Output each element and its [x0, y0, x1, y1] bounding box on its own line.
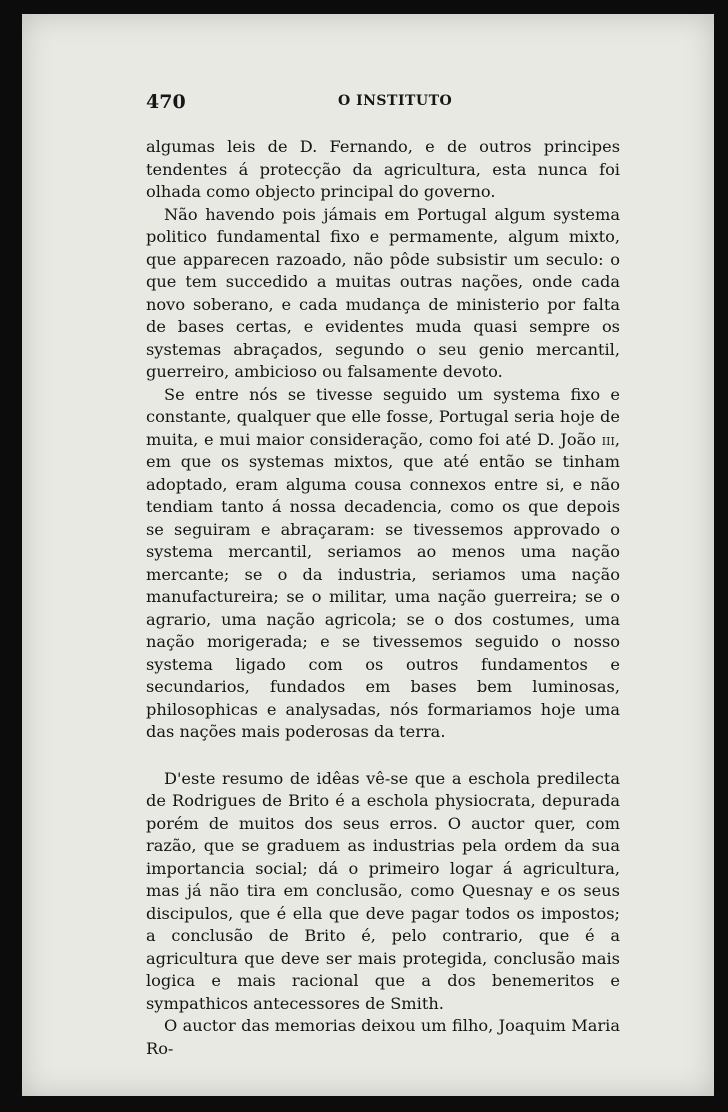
paragraph-5: O auctor das memorias deixou um filho, Joaquim Maria Ro- [146, 1016, 620, 1058]
paragraph-3 [146, 384, 620, 744]
body-text [146, 136, 620, 1060]
paragraph-1: algumas leis de D. Fernando, e de outros principes tendentes á protecção da agricultura, esta nunca foi olhada como objecto principal do governo. [146, 137, 620, 201]
paragraph-3-part-1: Se entre nós se tivesse seguido um systema fixo e constante, qualquer que elle fosse, Portugal seria hoje de muita, e mui maior consideração, como foi até D. João [146, 384, 620, 449]
running-title: O INSTITUTO [338, 93, 453, 109]
page-number: 470 [146, 91, 186, 113]
roman-numeral: iii [601, 429, 615, 449]
book-page [22, 14, 714, 1096]
paragraph-4: D'este resumo de idêas vê-se que a eschola predilecta de Rodrigues de Brito é a eschola physiocrata, depurada porém de muitos dos seus erros. O auctor quer, com razão, que se graduem as industrias pela ordem da sua importancia social; dá o primeiro logar á agricultura, mas já não tira em conclusão, como Quesnay e os seus discipulos, que é ella que deve pagar todos os impostos; a conclusão de Brito é, pelo contrario, que é a agricultura que deve ser mais protegida, conclusão mais logica e mais racional que a dos benemeritos e sympathicos antecessores de Smith. [146, 768, 620, 1013]
paragraph-3-part-2: , em que os systemas mixtos, que até então se tinham adoptado, eram alguma cousa connexos entre si, e não tendiam tanto á nossa decadencia, como os que depois se seguiram e abraçaram: se tivessemos approvado o systema mercantil, seriamos ao menos uma nação mercante; se o da industria, seriamos uma nação manufactureira; se o militar, uma nação guerreira; se o agrario, uma nação agricola; se o dos costumes, uma nação morigerada; e se tivessemos seguido o nosso systema ligado com os outros fundamentos e secundarios, fundados em bases bem luminosas, philosophicas e analysadas, nós formariamos hoje uma das nações mais poderosas da terra. [146, 429, 620, 741]
paragraph-2: Não havendo pois jámais em Portugal algum systema politico fundamental fixo e permamente, algum mixto, que apparecen razoado, não pôde subsistir um seculo: o que tem succedido a muitas outras nações, onde cada novo soberano, e cada mudança de ministerio por falta de bases certas, e evidentes muda quasi sempre os systemas abraçados, segundo o seu genio mercantil, guerreiro, ambicioso ou falsamente devoto. [146, 204, 620, 381]
